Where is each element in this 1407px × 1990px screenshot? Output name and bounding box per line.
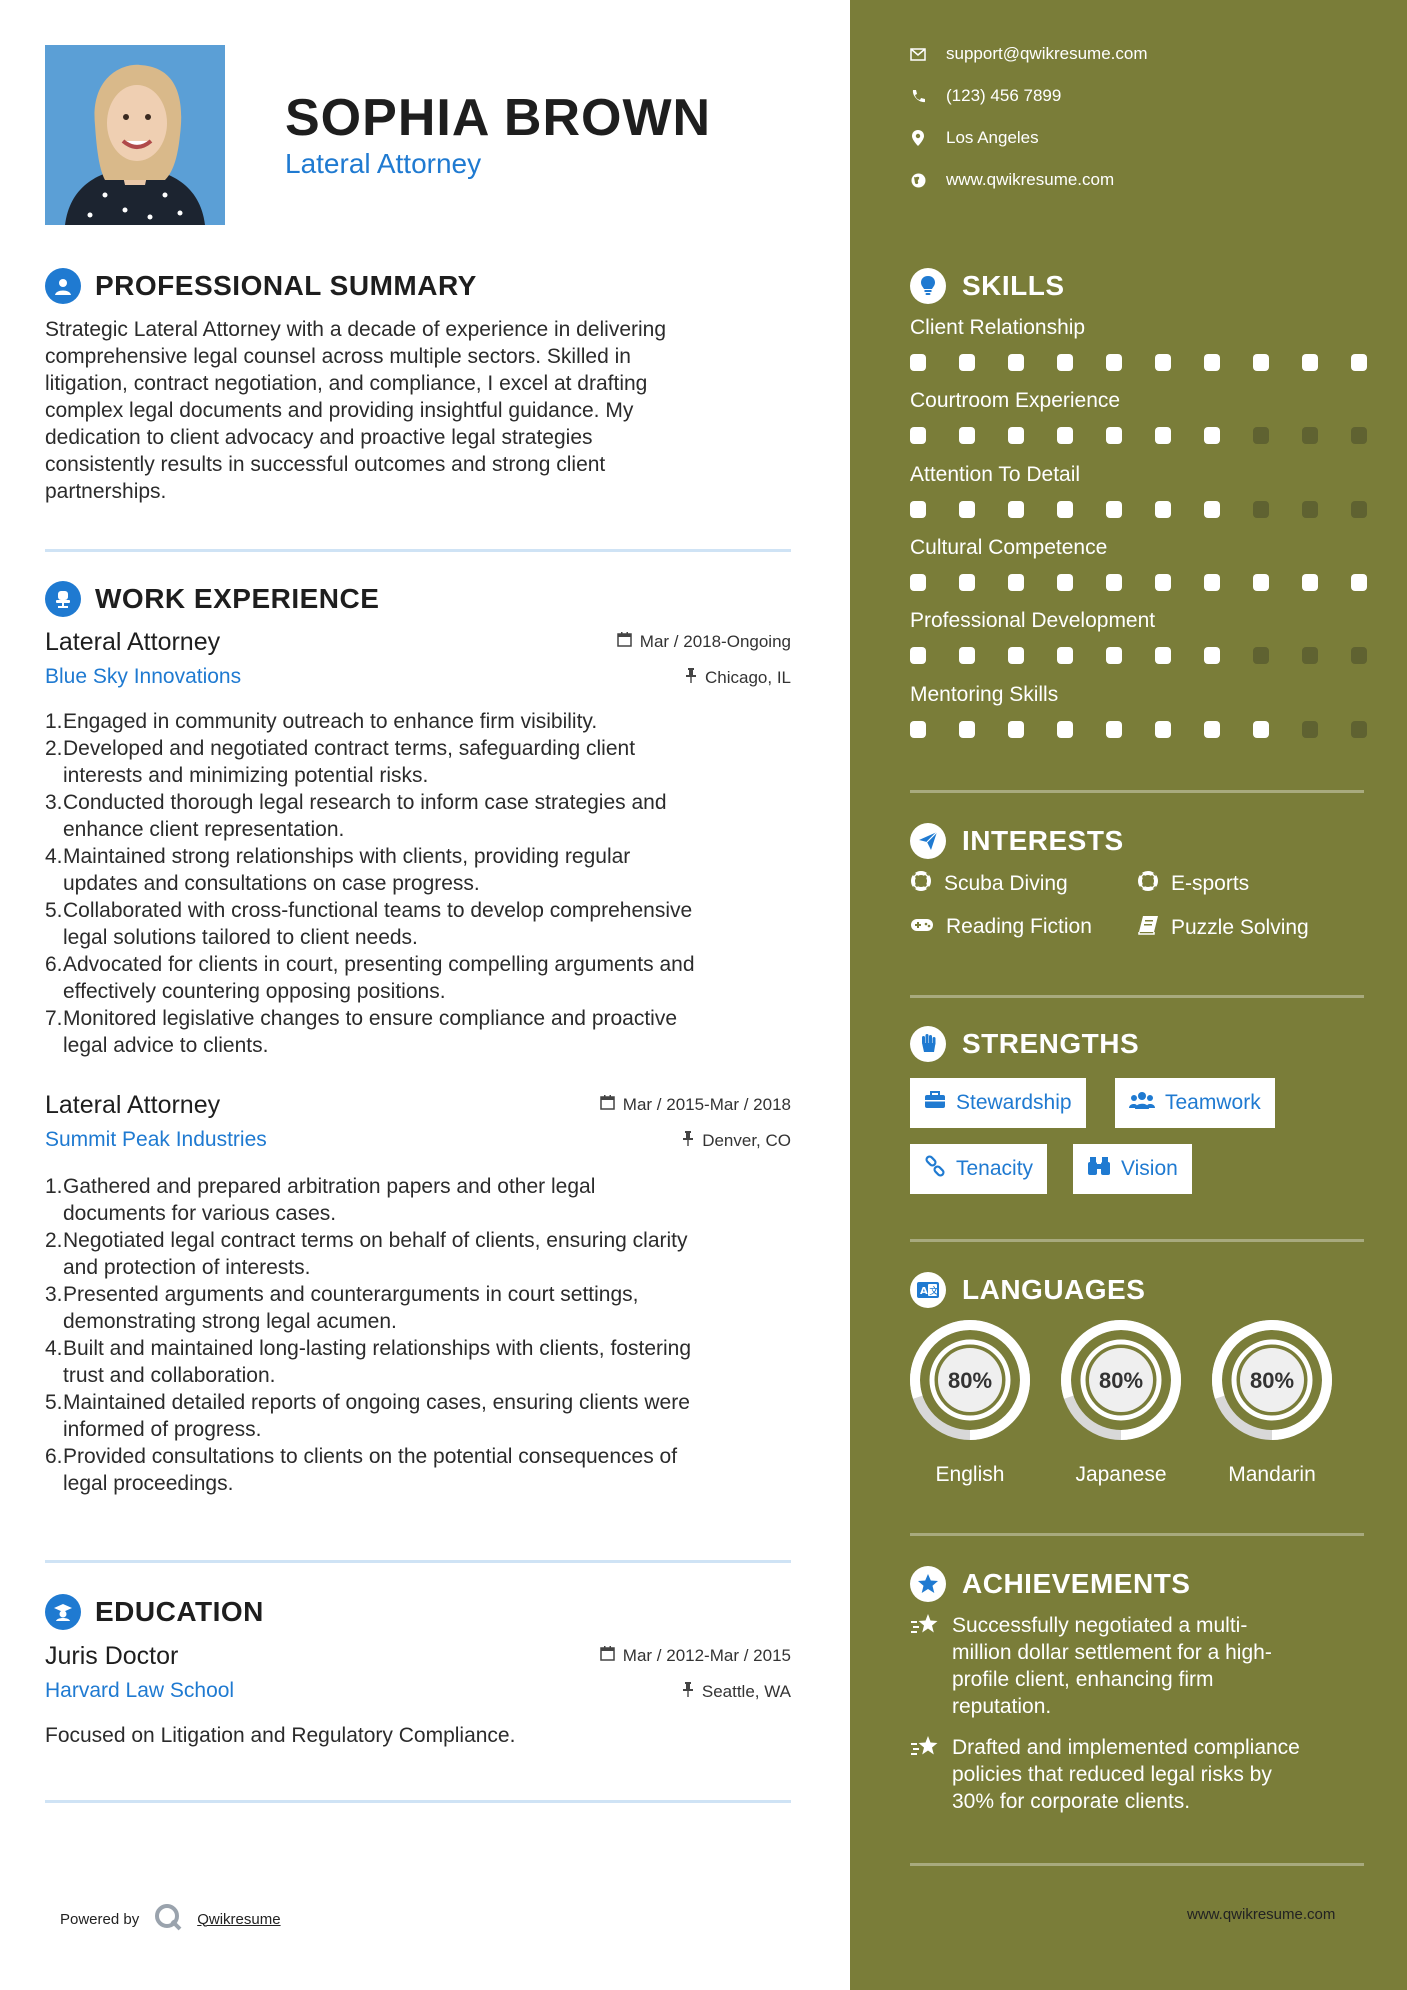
job-entry: [45, 628, 791, 1058]
rating-dot-filled: [910, 354, 926, 371]
education-location-text: Seattle, WA: [701, 1682, 791, 1701]
footer-powered-by: [60, 1902, 281, 1936]
rating-dot-filled: [1351, 354, 1367, 371]
rating-dot-filled: [1106, 647, 1122, 664]
strengths-heading: [910, 1026, 1139, 1062]
rating-dot-filled: [959, 647, 975, 664]
calendar-icon: [600, 1095, 615, 1115]
rating-dot-filled: [1106, 721, 1122, 738]
list-item: 5. Maintained detailed reports of ongoing cases, ensuring clients were: [45, 1391, 690, 1414]
skill-row: [910, 463, 1364, 487]
language-item: [1059, 1318, 1183, 1487]
skill-name: Cultural Competence: [910, 536, 1108, 559]
job-duties: [45, 1173, 795, 1497]
phone-icon: [910, 88, 926, 104]
rating-dot-filled: [1057, 501, 1073, 518]
section-divider: [910, 1863, 1364, 1866]
section-divider: [45, 1800, 791, 1803]
rating-dot-filled: [910, 647, 926, 664]
rating-dot-filled: [959, 721, 975, 738]
section-divider: [45, 549, 791, 552]
rating-dot-empty: [1253, 501, 1269, 518]
list-item: trust and collaboration.: [63, 1364, 276, 1387]
skill-row: [910, 389, 1364, 413]
interests-title: INTERESTS: [962, 825, 1124, 856]
svg-text:文: 文: [929, 1287, 939, 1297]
interests-heading: [910, 823, 1124, 859]
job-duties: [45, 708, 795, 1059]
list-item: demonstrating strong legal acumen.: [63, 1310, 397, 1333]
rating-dot-filled: [1302, 574, 1318, 591]
rating-dot-filled: [1155, 427, 1171, 444]
language-progress-ring: [1059, 1318, 1183, 1442]
rating-dot-filled: [1008, 721, 1024, 738]
summary-line: complex legal documents and providing insightful guidance. My: [45, 399, 634, 422]
summary-line: comprehensive legal counsel across multiple sectors. Skilled in: [45, 345, 631, 368]
list-item: 1. Engaged in community outreach to enhance firm visibility.: [45, 710, 598, 733]
rating-dot-filled: [910, 721, 926, 738]
summary-line: litigation, contract negotiation, and compliance, I excel at drafting: [45, 372, 648, 395]
list-item: 3. Presented arguments and counterarguments in court settings,: [45, 1283, 639, 1306]
chair-icon: [45, 581, 81, 617]
interest-item: [910, 870, 1068, 898]
experience-heading: [45, 581, 379, 617]
job-location: [682, 1131, 791, 1151]
rating-dot-filled: [1302, 354, 1318, 371]
rating-dot-empty: [1351, 427, 1367, 444]
interest-item: [1137, 870, 1249, 898]
binoculars-icon: [1087, 1156, 1111, 1182]
rating-dot-filled: [1057, 721, 1073, 738]
job-company: Summit Peak Industries: [45, 1128, 267, 1151]
section-divider: [45, 1560, 791, 1563]
contact-phone: [910, 86, 1061, 106]
calendar-icon: [617, 632, 632, 652]
language-percent: 80%: [1098, 1368, 1144, 1393]
languages-title: LANGUAGES: [962, 1274, 1146, 1305]
footer-website[interactable]: www.qwikresume.com: [1187, 1906, 1336, 1923]
rating-dot-filled: [959, 354, 975, 371]
rating-dot-filled: [1204, 574, 1220, 591]
life-ring-icon: [1137, 870, 1159, 898]
website-text[interactable]: www.qwikresume.com: [946, 170, 1115, 189]
achievements-title: ACHIEVEMENTS: [962, 1568, 1191, 1599]
job-role: Lateral Attorney: [45, 628, 221, 656]
rating-dot-filled: [1057, 647, 1073, 664]
job-location-text: Chicago, IL: [705, 668, 791, 687]
list-item: 1. Gathered and prepared arbitration papers and other legal: [45, 1175, 596, 1198]
list-item: legal advice to clients.: [63, 1034, 269, 1057]
rating-dot-filled: [910, 427, 926, 444]
life-ring-icon: [910, 870, 932, 898]
powered-by-label: Powered by: [60, 1910, 140, 1928]
email-text[interactable]: support@qwikresume.com: [946, 44, 1148, 63]
strength-tag: [1073, 1144, 1192, 1194]
paper-plane-icon: [910, 823, 946, 859]
skill-name: Client Relationship: [910, 316, 1086, 339]
rating-dot-filled: [959, 574, 975, 591]
pin-icon: [682, 1131, 694, 1151]
skill-row: [910, 683, 1364, 707]
language-name: Mandarin: [1228, 1463, 1316, 1486]
candidate-name: SOPHIA BROWN: [285, 89, 712, 147]
list-item: 4. Maintained strong relationships with clients, providing regular: [45, 845, 631, 868]
link-icon: [924, 1155, 946, 1183]
brand-link[interactable]: Qwikresume: [197, 1910, 281, 1928]
rating-dot-empty: [1351, 501, 1367, 518]
rating-dot-filled: [1204, 427, 1220, 444]
education-title: EDUCATION: [95, 1596, 264, 1627]
rating-dot-filled: [1155, 721, 1171, 738]
summary-line: dedication to client advocacy and proactive legal strategies: [45, 426, 593, 449]
language-item: [908, 1318, 1032, 1487]
skill-rating: [910, 354, 1364, 372]
job-date: [617, 632, 791, 652]
rating-dot-filled: [1008, 354, 1024, 371]
pin-icon: [682, 1682, 694, 1702]
education-date: [600, 1646, 791, 1666]
job-date-text: Mar / 2018-Ongoing: [639, 632, 791, 651]
achievement-item: [910, 1612, 1364, 1720]
language-icon: [910, 1272, 946, 1308]
strength-label: Vision: [1121, 1157, 1178, 1180]
user-icon: [45, 268, 81, 304]
language-name: Japanese: [1075, 1463, 1167, 1486]
svg-text:A: A: [920, 1286, 928, 1297]
achievement-text: Drafted and implemented compliance policies that reduced legal risks by 30% for corporate clients.: [952, 1736, 1300, 1813]
lightbulb-icon: [910, 268, 946, 304]
languages-heading: [910, 1272, 1145, 1308]
list-item: 2. Developed and negotiated contract terms, safeguarding client: [45, 737, 636, 760]
rating-dot-filled: [1253, 721, 1269, 738]
language-progress-ring: [908, 1318, 1032, 1442]
achievements-heading: [910, 1566, 1190, 1602]
rating-dot-filled: [1204, 354, 1220, 371]
list-item: documents for various cases.: [63, 1202, 337, 1225]
list-item: legal proceedings.: [63, 1472, 234, 1495]
language-percent: 80%: [947, 1368, 993, 1393]
section-divider: [910, 1239, 1364, 1242]
education-location: [682, 1682, 791, 1702]
rating-dot-empty: [1253, 647, 1269, 664]
job-entry: [45, 1091, 791, 1511]
rating-dot-filled: [1204, 721, 1220, 738]
interest-label: Puzzle Solving: [1171, 916, 1309, 939]
skills-heading: [910, 268, 1065, 304]
briefcase-icon: [924, 1091, 946, 1115]
graduate-icon: [45, 1594, 81, 1630]
list-item: 6. Advocated for clients in court, presenting compelling arguments and: [45, 953, 695, 976]
rating-dot-filled: [1106, 427, 1122, 444]
star-icon: [910, 1734, 940, 1815]
candidate-title: Lateral Attorney: [285, 148, 482, 179]
phone-text[interactable]: (123) 456 7899: [946, 86, 1062, 105]
strength-label: Teamwork: [1165, 1091, 1261, 1114]
language-name: English: [935, 1463, 1005, 1486]
qwikresume-logo-icon: [153, 1902, 183, 1936]
rating-dot-filled: [1008, 647, 1024, 664]
rating-dot-filled: [1204, 647, 1220, 664]
rating-dot-filled: [959, 501, 975, 518]
strength-tag: [910, 1078, 1086, 1128]
list-item: interests and minimizing potential risks.: [63, 764, 429, 787]
rating-dot-filled: [1351, 574, 1367, 591]
summary-line: partnerships.: [45, 480, 167, 503]
rating-dot-filled: [1008, 501, 1024, 518]
rating-dot-empty: [1351, 647, 1367, 664]
rating-dot-filled: [1155, 354, 1171, 371]
education-description: Focused on Litigation and Regulatory Compliance.: [45, 1724, 516, 1747]
contact-email: [910, 44, 1148, 64]
map-marker-icon: [910, 130, 926, 146]
summary-line: consistently results in successful outcomes and strong client: [45, 453, 606, 476]
rating-dot-empty: [1351, 721, 1367, 738]
skill-rating: [910, 427, 1364, 445]
interest-label: Reading Fiction: [946, 915, 1092, 938]
experience-title: WORK EXPERIENCE: [95, 583, 380, 614]
rating-dot-filled: [910, 574, 926, 591]
list-item: 3. Conducted thorough legal research to inform case strategies and: [45, 791, 667, 814]
rating-dot-filled: [1106, 574, 1122, 591]
school: Harvard Law School: [45, 1679, 235, 1702]
language-item: [1210, 1318, 1334, 1487]
skills-title: SKILLS: [962, 270, 1065, 301]
gamepad-icon: [910, 915, 934, 939]
pin-icon: [685, 668, 697, 688]
skill-rating: [910, 501, 1364, 519]
section-divider: [910, 790, 1364, 793]
rating-dot-filled: [1155, 501, 1171, 518]
summary-text: [45, 316, 795, 505]
star-badge-icon: [910, 1566, 946, 1602]
interest-item: [910, 915, 1092, 939]
rating-dot-filled: [1057, 354, 1073, 371]
list-item: informed of progress.: [63, 1418, 262, 1441]
strength-label: Tenacity: [956, 1157, 1034, 1180]
rating-dot-filled: [1106, 354, 1122, 371]
education-date-text: Mar / 2012-Mar / 2015: [622, 1646, 791, 1665]
skill-name: Mentoring Skills: [910, 683, 1059, 706]
list-item: and protection of interests.: [63, 1256, 311, 1279]
location-text: Los Angeles: [946, 128, 1039, 147]
contact-website: [910, 170, 1114, 190]
language-progress-ring: [1210, 1318, 1334, 1442]
rating-dot-empty: [1302, 647, 1318, 664]
job-date-text: Mar / 2015-Mar / 2018: [622, 1095, 791, 1114]
language-percent: 80%: [1249, 1368, 1295, 1393]
skill-name: Attention To Detail: [910, 463, 1081, 486]
job-company: Blue Sky Innovations: [45, 665, 242, 688]
rating-dot-filled: [1253, 354, 1269, 371]
rating-dot-empty: [1253, 427, 1269, 444]
strength-tag: [1115, 1078, 1275, 1128]
list-item: legal solutions tailored to client needs.: [63, 926, 418, 949]
interest-label: E-sports: [1171, 872, 1250, 895]
rating-dot-filled: [1204, 501, 1220, 518]
summary-title: PROFESSIONAL SUMMARY: [95, 270, 477, 301]
users-icon: [1129, 1090, 1155, 1116]
job-role: Lateral Attorney: [45, 1091, 221, 1119]
envelope-icon: [910, 46, 926, 62]
skill-row: [910, 316, 1364, 340]
fist-icon: [910, 1026, 946, 1062]
strength-tag: [910, 1144, 1047, 1194]
strength-label: Stewardship: [956, 1091, 1072, 1114]
rating-dot-filled: [959, 427, 975, 444]
rating-dot-filled: [1106, 501, 1122, 518]
interest-label: Scuba Diving: [944, 872, 1068, 895]
rating-dot-filled: [1008, 574, 1024, 591]
contact-location: [910, 128, 1039, 148]
skill-row: [910, 536, 1364, 560]
skill-row: [910, 609, 1364, 633]
job-date: [600, 1095, 791, 1115]
globe-icon: [910, 172, 926, 188]
job-location-text: Denver, CO: [702, 1131, 791, 1150]
education-entry: [45, 1642, 791, 1762]
rating-dot-filled: [910, 501, 926, 518]
rating-dot-empty: [1302, 501, 1318, 518]
book-icon: [1137, 915, 1159, 941]
list-item: 4. Built and maintained long-lasting relationships with clients, fostering: [45, 1337, 692, 1360]
achievement-item: [910, 1734, 1364, 1815]
summary-line: Strategic Lateral Attorney with a decade of experience in delivering: [45, 318, 667, 341]
section-divider: [910, 1533, 1364, 1536]
profile-photo: [45, 45, 225, 225]
section-divider: [910, 995, 1364, 998]
rating-dot-filled: [1008, 427, 1024, 444]
rating-dot-filled: [1057, 427, 1073, 444]
skill-rating: [910, 647, 1364, 665]
job-location: [685, 668, 791, 688]
skill-rating: [910, 574, 1364, 592]
rating-dot-filled: [1155, 647, 1171, 664]
rating-dot-filled: [1057, 574, 1073, 591]
skill-rating: [910, 721, 1364, 739]
list-item: effectively countering opposing positions.: [63, 980, 446, 1003]
rating-dot-empty: [1302, 427, 1318, 444]
rating-dot-filled: [1253, 574, 1269, 591]
list-item: updates and consultations on case progress.: [63, 872, 480, 895]
achievement-text: Successfully negotiated a multi- million dollar settlement for a high- profile client, enhancing firm reputation.: [952, 1614, 1272, 1718]
list-item: 5. Collaborated with cross-functional teams to develop comprehensive: [45, 899, 693, 922]
list-item: enhance client representation.: [63, 818, 345, 841]
rating-dot-filled: [1155, 574, 1171, 591]
list-item: 2. Negotiated legal contract terms on behalf of clients, ensuring clarity: [45, 1229, 688, 1252]
skill-name: Courtroom Experience: [910, 389, 1121, 412]
list-item: 7. Monitored legislative changes to ensure compliance and proactive: [45, 1007, 678, 1030]
skill-name: Professional Development: [910, 609, 1156, 632]
degree: Juris Doctor: [45, 1642, 179, 1670]
rating-dot-empty: [1302, 721, 1318, 738]
strengths-title: STRENGTHS: [962, 1028, 1140, 1059]
star-icon: [910, 1612, 940, 1720]
calendar-icon: [600, 1646, 615, 1666]
summary-heading: [45, 268, 477, 304]
list-item: 6. Provided consultations to clients on the potential consequences of: [45, 1445, 678, 1468]
interest-item: [1137, 915, 1309, 941]
education-heading: [45, 1594, 264, 1630]
